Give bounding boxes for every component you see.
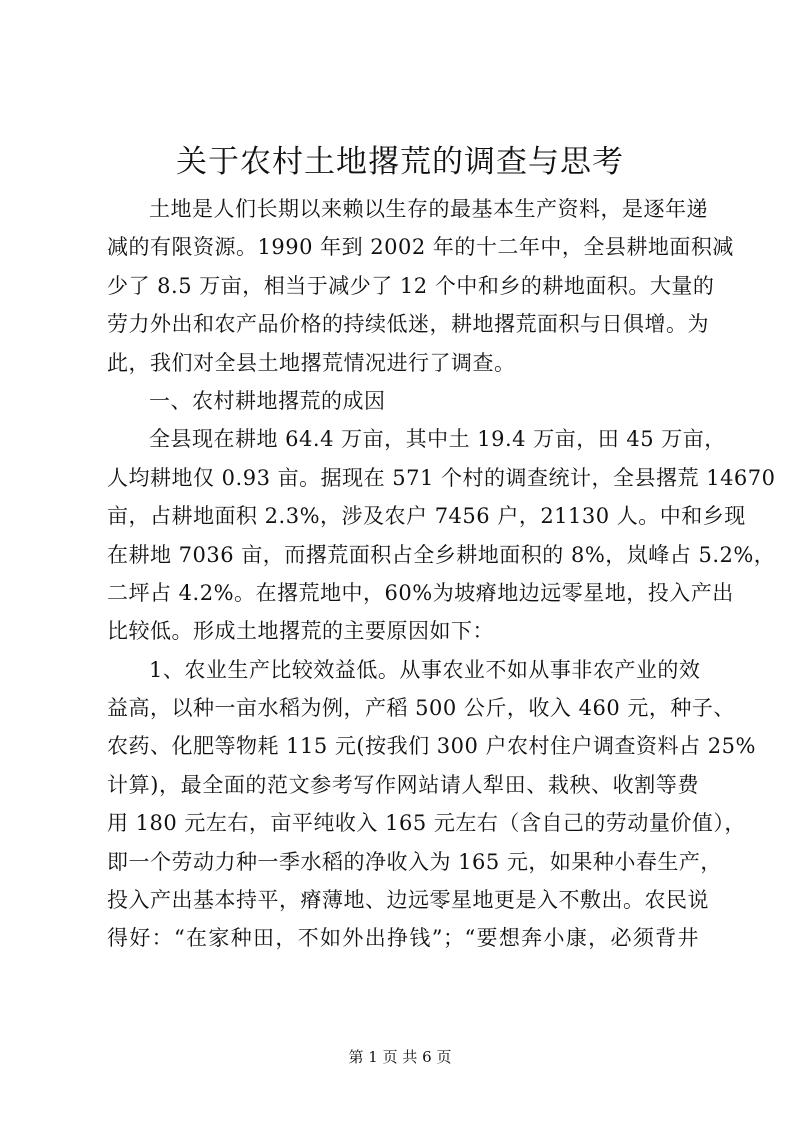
paragraph-line: 投入产出基本持平，瘠薄地、边远零星地更是入不敷出。农民说 — [107, 888, 709, 913]
document-title: 关于农村土地撂荒的调查与思考 — [176, 144, 624, 180]
section-heading: 一、农村耕地撂荒的成因 — [149, 388, 386, 413]
paragraph-line: 在耕地 7036 亩，而撂荒面积占全乡耕地面积的 8%，岚峰占 5.2%， — [107, 542, 776, 567]
paragraph-line: 1、农业生产比较效益低。从事农业不如从事非农产业的效 — [149, 657, 701, 682]
paragraph-line: 即一个劳动力种一季水稻的净收入为 165 元，如果种小春生产， — [107, 849, 722, 874]
paragraph-line: 此，我们对全县土地撂荒情况进行了调查。 — [107, 350, 516, 375]
paragraph-line: 比较低。形成土地撂荒的主要原因如下： — [107, 619, 494, 644]
paragraph-line: 人均耕地仅 0.93 亩。据现在 571 个村的调查统计，全县撂荒 14670 — [107, 465, 776, 490]
paragraph-line: 少了 8.5 万亩，相当于减少了 12 个中和乡的耕地面积。大量的 — [107, 273, 715, 298]
paragraph-line: 二坪占 4.2%。在撂荒地中，60%为坡瘠地边远零星地，投入产出 — [107, 580, 734, 605]
page-footer: 第 1 页 共 6 页 — [348, 1048, 452, 1066]
document-body — [107, 190, 776, 958]
paragraph-line: 土地是人们长期以来赖以生存的最基本生产资料，是逐年递 — [149, 197, 708, 221]
paragraph-line: 劳力外出和农产品价格的持续低迷，耕地撂荒面积与日俱增。为 — [107, 312, 709, 337]
paragraph-line: 得好：“在家种田，不如外出挣钱”；“要想奔小康，必须背井 — [107, 926, 699, 951]
paragraph-line: 农药、化肥等物耗 115 元(按我们 300 户农村住户调查资料占 25% — [107, 734, 756, 759]
paragraph-line: 减的有限资源。1990 年到 2002 年的十二年中，全县耕地面积减 — [107, 235, 734, 260]
paragraph-line: 用 180 元左右，亩平纯收入 165 元左右（含自己的劳动量价值）， — [107, 811, 746, 836]
paragraph-line: 亩，占耕地面积 2.3%，涉及农户 7456 户，21130 人。中和乡现 — [107, 504, 746, 529]
paragraph-line: 全县现在耕地 64.4 万亩，其中土 19.4 万亩，田 45 万亩， — [149, 427, 726, 452]
paragraph-line: 计算)，最全面的范文参考写作网站请人犁田、栽秧、收割等费 — [107, 772, 699, 797]
paragraph-line: 益高，以种一亩水稻为例，产稻 500 公斤，收入 460 元，种子、 — [107, 696, 735, 721]
